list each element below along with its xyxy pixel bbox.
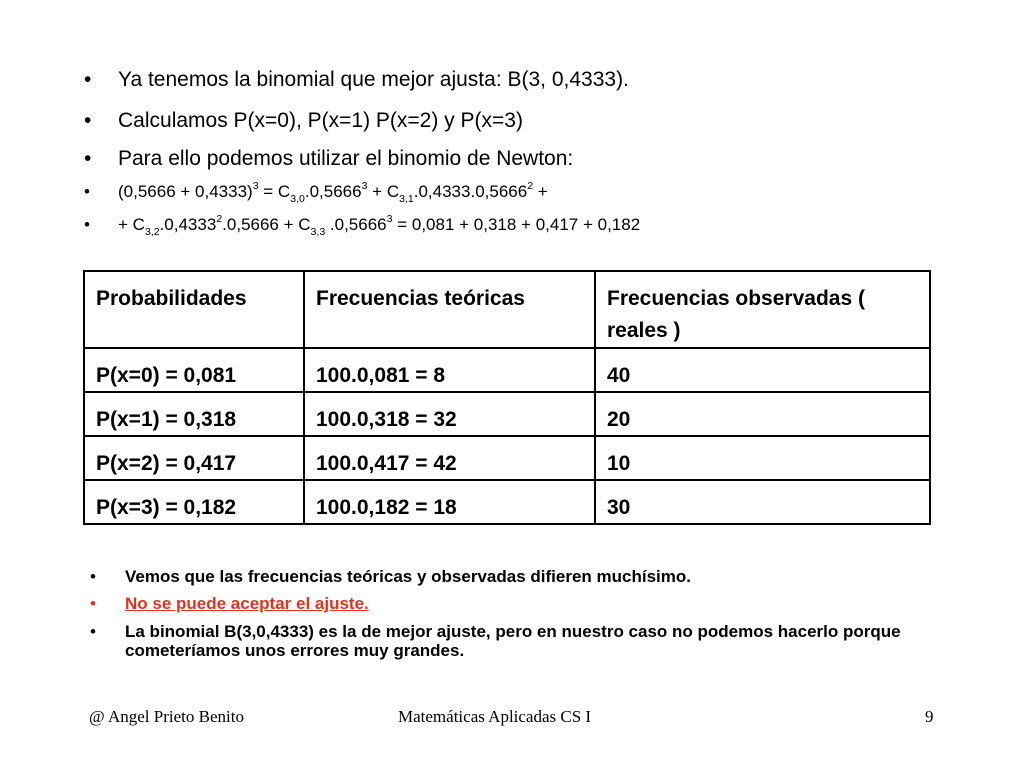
footer-page-number: 9 [925,707,934,726]
table-cell: 100.0,182 = 18 [304,480,595,524]
table-cell: 20 [595,392,930,436]
table-row [84,480,930,524]
table-cell: P(x=0) = 0,081 [84,348,304,392]
bullet-dot: • [90,622,96,641]
probability-table [83,270,931,525]
formula-line-2 [84,212,641,239]
conclusion-item [90,567,925,587]
bullet-text: Ya tenemos la binomial que mejor ajusta: B(3, 0,4333). [118,68,629,91]
header-probabilidades: Probabilidades [84,271,304,348]
conclusion-text: La binomial B(3,0,4333) es la de mejor ajuste, pero en nuestro caso no podemos hacerlo porque cometeríamos unos errores muy grandes. [125,622,901,660]
formula-line-1 [84,179,548,206]
table-cell: 30 [595,480,930,524]
bullet-item [84,147,573,171]
table-cell: 100.0,318 = 32 [304,392,595,436]
conclusion-item [90,622,925,660]
header-frecuencias-teoricas: Frecuencias teóricas [304,271,595,348]
table-cell: 10 [595,436,930,480]
formula-text: + $C_{3,2}.0,4333^2.0,5666 + C_{3,3}$ $.0,5666^3 = 0,081 + 0,318 + 0,417 + 0,182$ [118,212,641,239]
bullet-dot: • [90,594,96,613]
bullet-text: Para ello podemos utilizar el binomio de Newton: [118,147,574,170]
table-cell: 100.0,081 = 8 [304,348,595,392]
table-cell: P(x=1) = 0,318 [84,392,304,436]
bullet-item [84,109,523,133]
bullet-dot: • [90,567,96,586]
bullet-dot: • [84,68,92,91]
table-cell: P(x=3) = 0,182 [84,480,304,524]
table-cell: 40 [595,348,930,392]
bullet-dot: • [84,182,90,201]
table-row [84,392,930,436]
bullet-dot: • [84,147,92,170]
header-frecuencias-observadas: Frecuencias observadas ( reales ) [595,271,930,348]
bullet-dot: • [84,109,92,132]
formula-text: $(0,5666 + 0,4333)^3 = C_{3,0}.0,5666^3 + C_{3,1}.0,4333.0,5666^2$ + [118,179,548,206]
conclusion-text: Vemos que las frecuencias teóricas y observadas difieren muchísimo. [125,567,691,586]
bullet-item [84,68,629,92]
highlight-text: No se puede aceptar el ajuste. [125,594,369,613]
table-header-row [84,271,930,348]
table-cell: P(x=2) = 0,417 [84,436,304,480]
table-cell: 100.0,417 = 42 [304,436,595,480]
bullet-dot: • [84,215,90,234]
table-row [84,348,930,392]
footer-author: @ Angel Prieto Benito [89,707,244,726]
conclusion-item-highlight [90,594,925,614]
bullet-text: Calculamos P(x=0), P(x=1) P(x=2) y P(x=3) [118,109,523,132]
table-row [84,436,930,480]
footer-course: Matemáticas Aplicadas CS I [398,707,592,726]
